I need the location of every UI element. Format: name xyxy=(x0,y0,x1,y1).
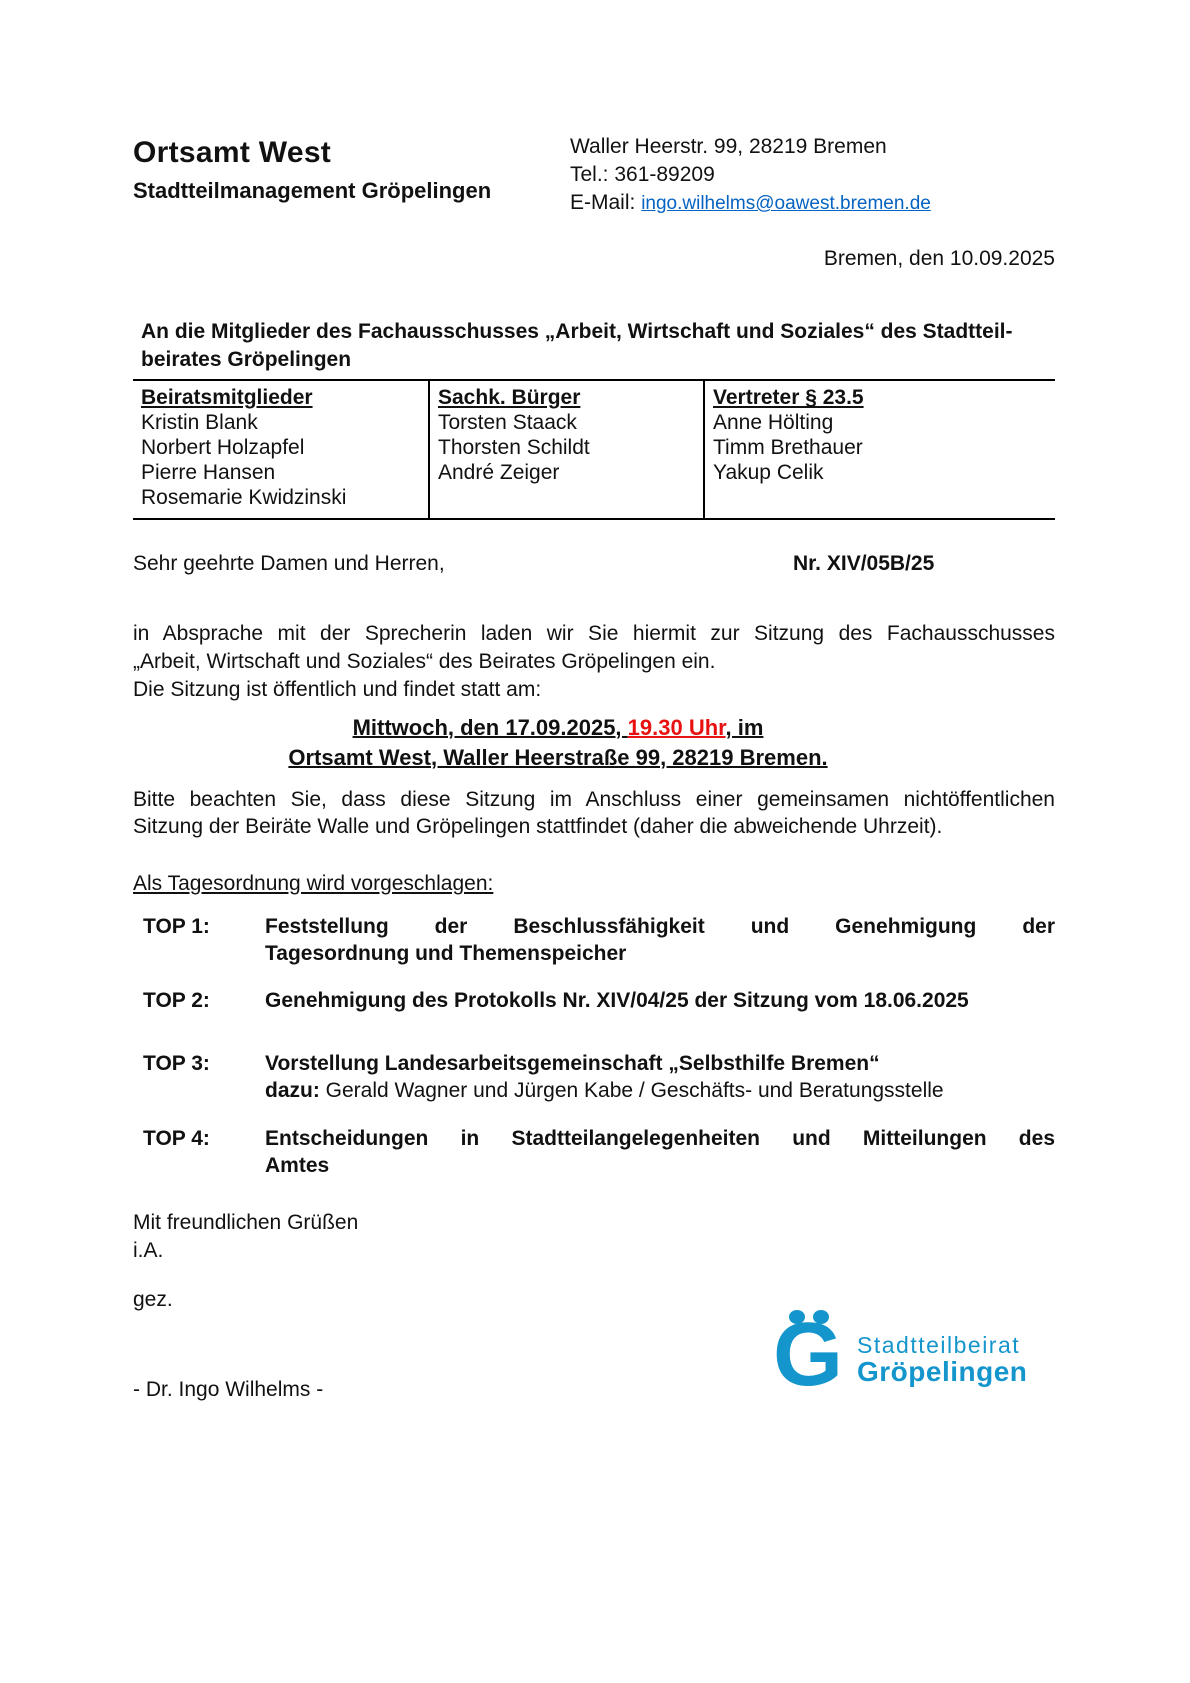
member-name: Anne Hölting xyxy=(713,411,834,434)
letterhead xyxy=(133,136,491,204)
column-header: Beiratsmitglieder xyxy=(141,386,313,409)
closing-ia: i.A. xyxy=(133,1239,164,1262)
top-label: TOP 4: xyxy=(143,1127,210,1150)
contact-phone: Tel.: 361-89209 xyxy=(570,163,715,186)
member-name: Norbert Holzapfel xyxy=(141,436,305,459)
letterhead-contact xyxy=(570,133,931,218)
reference-number: Nr. XIV/05B/25 xyxy=(793,552,935,575)
email-label: E-Mail: xyxy=(570,191,642,214)
table-caption-line2: beirates Gröpelingen xyxy=(141,348,352,371)
top-text xyxy=(265,1050,1055,1104)
column-header: Sachk. Bürger xyxy=(438,386,581,409)
stadtteilbeirat-logo xyxy=(773,1303,1027,1403)
meeting-location-line xyxy=(133,743,983,773)
meeting-date-post: , im xyxy=(725,715,764,740)
logo-text xyxy=(841,1303,1027,1403)
top-label: TOP 3: xyxy=(143,1052,210,1075)
table-caption xyxy=(133,318,1055,381)
logo-text-line1: Stadtteilbeirat xyxy=(857,1332,1021,1358)
date-line: Bremen, den 10.09.2025 xyxy=(823,247,1055,270)
agenda-heading: Als Tagesordnung wird vorgeschlagen: xyxy=(133,872,494,895)
logo-g-glyph: G xyxy=(773,1305,844,1405)
member-name: Torsten Staack xyxy=(438,411,577,434)
letterhead-dept: Stadtteilmanagement Gröpelingen xyxy=(133,178,492,203)
member-name: Rosemarie Kwidzinski xyxy=(141,486,347,509)
notice-paragraph xyxy=(133,786,1055,840)
top3-line2 xyxy=(265,1077,1055,1104)
meeting-date-pre: Mittwoch, den 17.09.2025, xyxy=(352,715,628,740)
column-vertreter xyxy=(703,381,1055,518)
notice-line1: Bitte beachten Sie, dass diese Sitzung im Anschluss einer gemeinsamen nichtöffentlichen xyxy=(133,788,1055,811)
member-name: Kristin Blank xyxy=(141,411,258,434)
addressee-columns xyxy=(133,381,1055,520)
intro-line2: „Arbeit, Wirtschaft und Soziales“ des Beirates Gröpelingen ein. xyxy=(133,650,716,673)
notice-line2: Sitzung der Beiräte Walle und Gröpelingen stattfindet (daher die abweichende Uhrzeit). xyxy=(133,815,943,838)
top-text xyxy=(265,987,1055,1014)
top-text xyxy=(265,1125,1055,1179)
member-name: Yakup Celik xyxy=(713,461,824,484)
member-name: Thorsten Schildt xyxy=(438,436,590,459)
meeting-time: 19.30 Uhr xyxy=(627,715,726,740)
contact-email-line xyxy=(570,189,931,218)
meeting-location-text: Ortsamt West, Waller Heerstraße 99, 28219 Bremen. xyxy=(288,745,828,770)
top3-dazu-label: dazu: xyxy=(265,1079,320,1102)
meeting-block xyxy=(133,713,983,773)
addressee-table xyxy=(133,318,1055,520)
agenda-item-1 xyxy=(133,913,1055,967)
member-name: Pierre Hansen xyxy=(141,461,276,484)
gez-label: gez. xyxy=(133,1288,173,1311)
top2-line1: Genehmigung des Protokolls Nr. XIV/04/25 der Sitzung vom 18.06.2025 xyxy=(265,989,969,1012)
salutation: Sehr geehrte Damen und Herren, xyxy=(133,552,445,575)
closing-regards: Mit freundlichen Grüßen xyxy=(133,1211,359,1234)
contact-address: Waller Heerstr. 99, 28219 Bremen xyxy=(570,135,887,158)
logo-g-mark xyxy=(773,1303,844,1405)
email-link[interactable]: ingo.wilhelms@oawest.bremen.de xyxy=(641,193,931,214)
column-header: Vertreter § 23.5 xyxy=(713,386,864,409)
top-label: TOP 1: xyxy=(143,915,210,938)
signature-name: - Dr. Ingo Wilhelms - xyxy=(133,1378,324,1401)
top4-line2: Amtes xyxy=(265,1154,330,1177)
letterhead-org: Ortsamt West xyxy=(133,136,332,169)
agenda-item-3 xyxy=(133,1050,1055,1104)
table-caption-line1: An die Mitglieder des Fachausschusses „Arbeit, Wirtschaft und Soziales“ des Stadtteil- xyxy=(141,320,1013,343)
closing-block xyxy=(133,1209,358,1265)
top-text xyxy=(265,913,1055,967)
intro-paragraph xyxy=(133,620,1055,704)
top3-line1: Vorstellung Landesarbeitsgemeinschaft „Selbsthilfe Bremen“ xyxy=(265,1052,880,1075)
column-sachk-buerger xyxy=(428,381,703,518)
meeting-date-line xyxy=(133,713,983,743)
logo-text-line2: Gröpelingen xyxy=(857,1356,1028,1387)
top1-line1: Feststellung der Beschlussfähigkeit und Genehmigung der xyxy=(265,915,1055,938)
top3-dazu-text: Gerald Wagner und Jürgen Kabe / Geschäfts- und Beratungsstelle xyxy=(319,1079,944,1102)
member-name: André Zeiger xyxy=(438,461,560,484)
member-name: Timm Brethauer xyxy=(713,436,863,459)
top-label: TOP 2: xyxy=(143,989,210,1012)
column-beiratsmitglieder xyxy=(133,381,428,518)
top1-line2: Tagesordnung und Themenspeicher xyxy=(265,942,627,965)
intro-line3: Die Sitzung ist öffentlich und findet statt am: xyxy=(133,678,542,701)
salutation-row xyxy=(133,552,1055,576)
top4-line1: Entscheidungen in Stadtteilangelegenheiten und Mitteilungen des xyxy=(265,1127,1055,1150)
intro-line1: in Absprache mit der Sprecherin laden wir Sie hiermit zur Sitzung des Fachausschusses xyxy=(133,622,1055,645)
agenda-item-2 xyxy=(133,987,1055,1014)
agenda-item-4 xyxy=(133,1125,1055,1179)
